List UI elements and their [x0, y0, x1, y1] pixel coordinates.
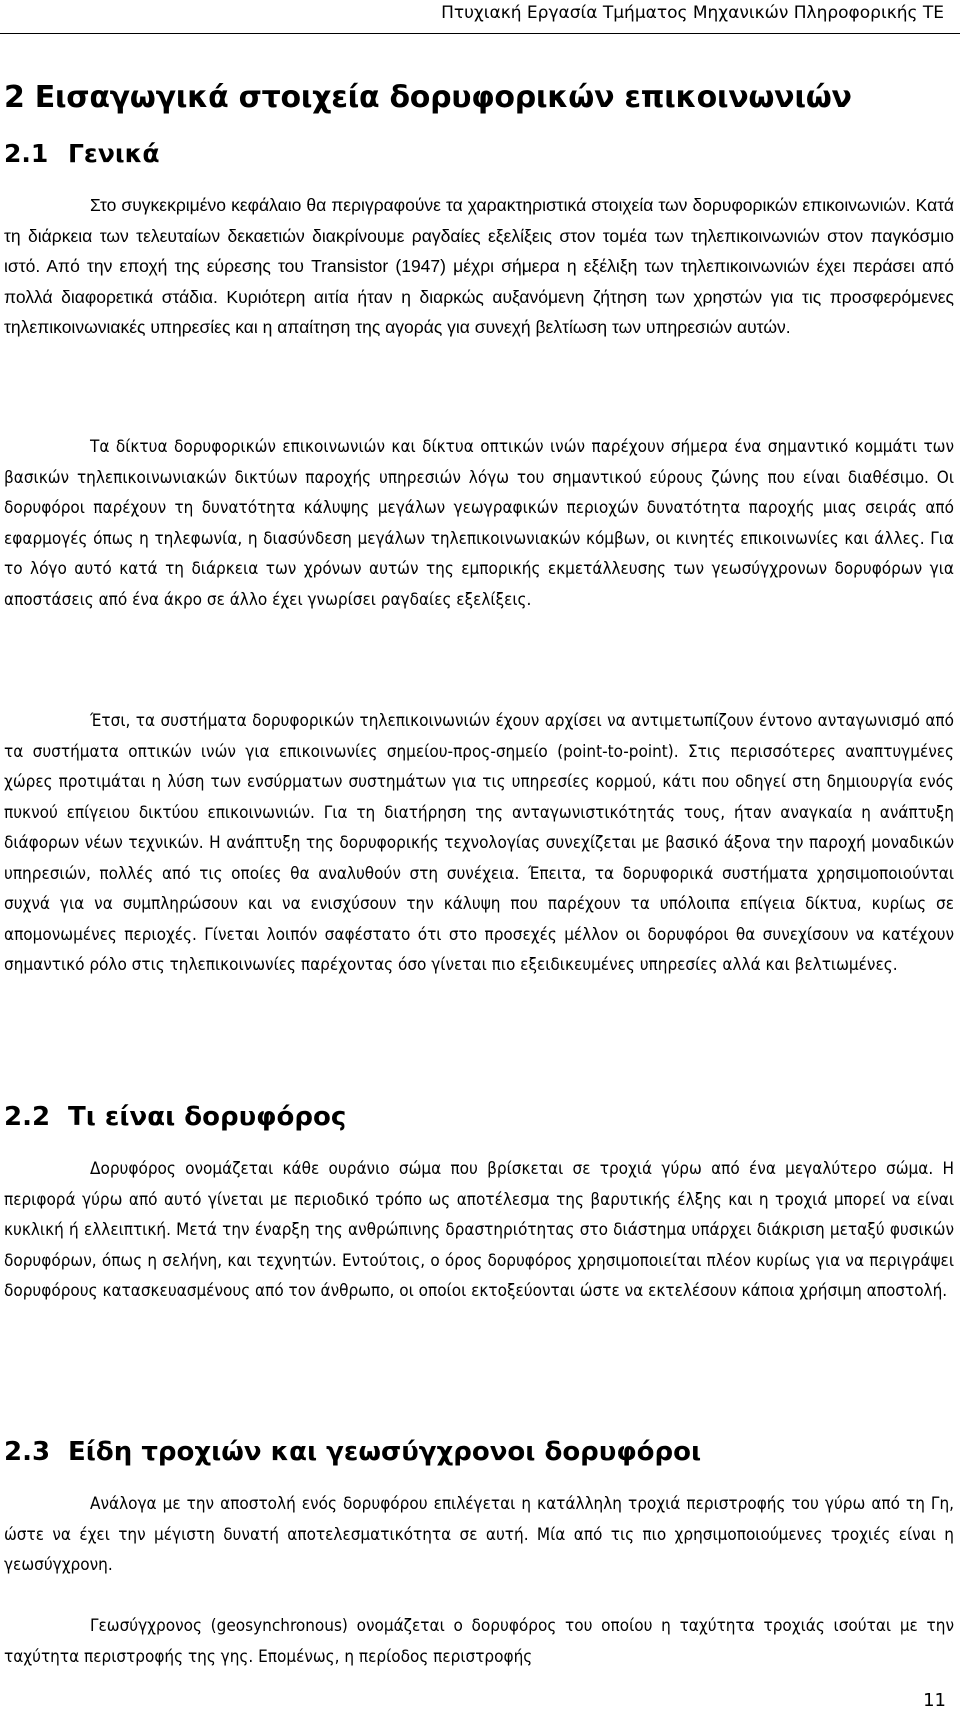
section-heading-2-3: [4, 1437, 701, 1467]
section-heading-2-1: [4, 139, 160, 168]
paragraph: Έτσι, τα συστήματα δορυφορικών τηλεπικοινωνιών έχουν αρχίσει να αντιμετωπίζουν έντονο ανταγωνισμό από τα συστήματα οπτικών ινών για επικοινωνίες σημείου-προς-σημείο (point-to-point). Στις περισσότερες αναπτυγμένες χώρες προτιμάται η λύση των ενσύρματων συστημάτων για τις υπηρεσίες κορμού, κάτι που οδηγεί στη δημιουργία ενός πυκνού επίγειου δικτύου επικοινωνιών. Για τη διατήρηση της ανταγωνιστικότητάς τους, ήταν αναγκαία η ανάπτυξη διάφορων νέων τεχνικών. Η ανάπτυξη της δορυφορικής τεχνολογίας συνεχίζεται με βασικό άξονα την παροχή μοναδικών υπηρεσιών, πολλές από τις οποίες θα αναλυθούν στη συνέχεια. Έπειτα, τα δορυφορικά συστήματα χρησιμοποιούνται συχνά για να συμπληρώσουν και να ενισχύσουν την κάλυψη που παρέχουν τα υπόλοιπα επίγεια δίκτυα, κυρίως σε απομονωμένες περιοχές. Γίνεται λοιπόν σαφέστατο ότι στο προσεχές μέλλον οι δορυφόροι θα συνεχίσουν να κατέχουν σημαντικό ρόλο στις τηλεπικοινωνίες παρέχοντας όσο γίνεται πιο εξειδικευμένες υπηρεσίες αλλά και βελτιωμένες.: [4, 711, 954, 975]
section-title: Τι είναι δορυφόρος: [68, 1102, 347, 1132]
section-heading-2-2: [4, 1102, 346, 1132]
paragraph: Γεωσύγχρονος (geosynchronous) ονομάζεται ο δορυφόρος του οποίου η ταχύτητα τροχιάς ισούται με την ταχύτητα περιστροφής της γης. Επομένως, η περίοδος περιστροφής: [4, 1616, 954, 1667]
section-number: 2.3: [4, 1437, 51, 1467]
section-title: Είδη τροχιών και γεωσύγχρονοι δορυφόροι: [68, 1437, 702, 1467]
section-number: 2.2: [4, 1102, 51, 1132]
chapter-title: 2 Εισαγωγικά στοιχεία δορυφορικών επικοινωνιών: [4, 80, 852, 115]
section-number: 2.1: [4, 139, 49, 168]
header-divider: [0, 33, 960, 34]
running-header: Πτυχιακή Εργασία Τμήματος Μηχανικών Πληροφορικής ΤΕ: [441, 3, 944, 23]
page-number: 11: [923, 1690, 946, 1711]
section-title: Γενικά: [68, 139, 160, 168]
paragraph: Τα δίκτυα δορυφορικών επικοινωνιών και δίκτυα οπτικών ινών παρέχουν σήμερα ένα σημαντικό κομμάτι των βασικών τηλεπικοινωνιακών δικτύων παροχής υπηρεσιών λόγω του σημαντικού εύρους ζώνης που είναι διαθέσιμο. Οι δορυφόροι παρέχουν τη δυνατότητα κάλυψης μεγάλων γεωγραφικών περιοχών δυνατότητα παροχής μιας σειράς από εφαρμογές όπως η τηλεφωνία, η διασύνδεση μεγάλων τηλεπικοινωνιακών κόμβων, οι κινητές επικοινωνίες και άλλες. Για το λόγο αυτό κατά τη διάρκεια των χρόνων αυτών της εμπορικής εκμετάλλευσης των γεωσύγχρονων δορυφόρων για αποστάσεις από ένα άκρο σε άλλο έχει γνωρίσει ραγδαίες εξελίξεις.: [4, 437, 954, 610]
paragraph: Δορυφόρος ονομάζεται κάθε ουράνιο σώμα που βρίσκεται σε τροχιά γύρω από ένα μεγαλύτερο σώμα. Η περιφορά γύρω από αυτό γίνεται με περιοδικό τρόπο ως αποτέλεσμα της βαρυτικής έλξης και η τροχιά μπορεί να είναι κυκλική ή ελλειπτική. Μετά την έναρξη της ανθρώπινης δραστηριότητας στο διάστημα υπάρχει διάκριση μεταξύ φυσικών δορυφόρων, όπως η σελήνη, και τεχνητών. Εντούτοις, ο όρος δορυφόρος χρησιμοποιείται πλέον κυρίως για να περιγράψει δορυφόρους κατασκευασμένους από τον άνθρωπο, οι οποίοι εκτοξεύονται ώστε να εκτελέσουν κάποια χρήσιμη αποστολή.: [4, 1159, 954, 1301]
paragraph: Στο συγκεκριμένο κεφάλαιο θα περιγραφούνε τα χαρακτηριστικά στοιχεία των δορυφορικών επικοινωνιών. Κατά τη διάρκεια των τελευταίων δεκαετιών διακρίνουμε ραγδαίες εξελίξεις στον τομέα των τηλεπικοινωνιών στον παγκόσμιο ιστό. Από την εποχή της εύρεσης του Transistor (1947) μέχρι σήμερα η εξέλιξη των τηλεπικοινωνιών έχει περάσει από πολλά διαφορετικά στάδια. Κυριότερη αιτία ήταν η διαρκώς αυξανόμενη ζήτηση των χρηστών για τις προσφερόμενες τηλεπικοινωνιακές υπηρεσίες και η απαίτηση της αγοράς για συνεχή βελτίωση των υπηρεσιών αυτών.: [4, 195, 954, 337]
paragraph: Ανάλογα με την αποστολή ενός δορυφόρου επιλέγεται η κατάλληλη τροχιά περιστροφής του γύρω από τη Γη, ώστε να έχει την μέγιστη δυνατή αποτελεσματικότητα σε αυτή. Μία από τις πιο χρησιμοποιούμενες τροχιές είναι η γεωσύγχρονη.: [4, 1494, 954, 1575]
